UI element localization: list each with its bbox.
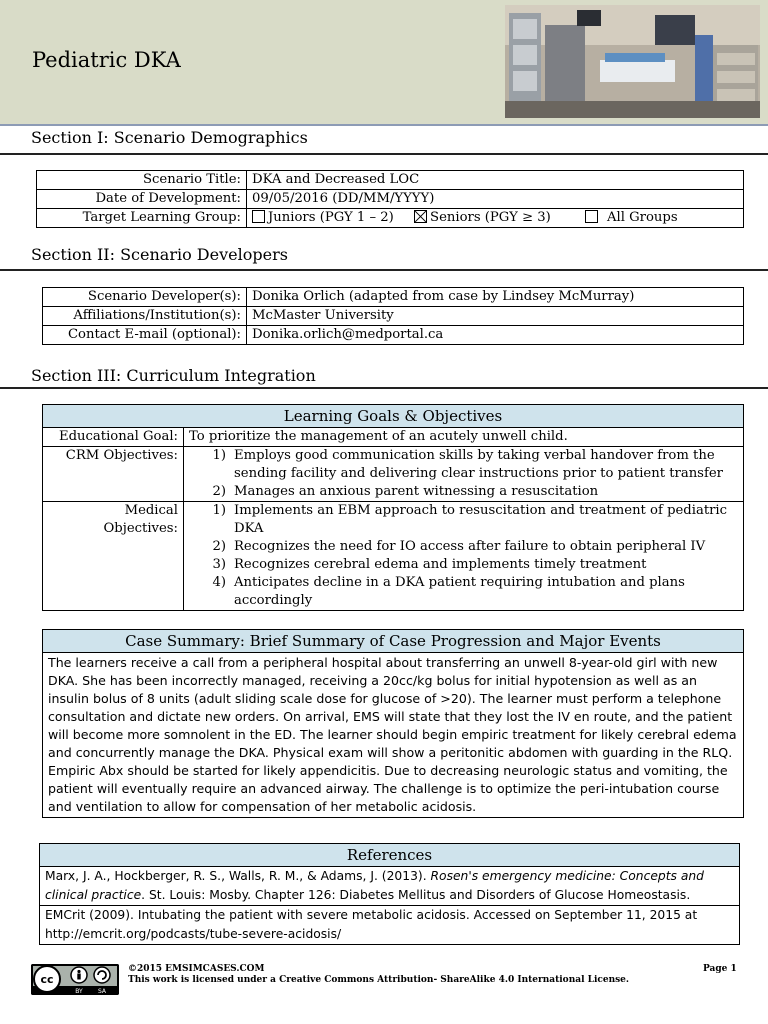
section-1-title: Section I: Scenario Demographics xyxy=(31,128,308,147)
list-item: 4) Anticipates decline in a DKA patient requiring intubation and plans accordingly xyxy=(212,575,685,608)
reference-1: Marx, J. A., Hockberger, R. S., Walls, R. M., & Adams, J. (2013). Rosen's emergency medicine: Concepts and clinical practice. St. Louis: Mosby. Chapter 126: Diabetes Mellitus and Disorders of Glucose Homeostasis. xyxy=(40,867,740,906)
demographics-table xyxy=(36,170,744,228)
table-row xyxy=(43,447,744,502)
references-header: References xyxy=(40,844,740,867)
row-label: Scenario Developer(s): xyxy=(43,288,247,307)
svg-text:SA: SA xyxy=(97,988,107,995)
developer-value: Donika Orlich (adapted from case by Lindsey McMurray) xyxy=(247,288,744,307)
case-summary-table xyxy=(42,629,744,818)
table-header-row xyxy=(43,630,744,653)
table-row xyxy=(43,326,744,345)
educational-goal-value: To prioritize the management of an acutely unwell child. xyxy=(184,428,744,447)
crm-objectives-label: CRM Objectives: xyxy=(43,447,184,502)
contact-email-value: Donika.orlich@medportal.ca xyxy=(247,326,744,345)
table-header-row xyxy=(43,405,744,428)
table-row xyxy=(40,906,740,945)
learning-goals-header: Learning Goals & Objectives xyxy=(43,405,744,428)
resus-room-image xyxy=(505,5,760,118)
list-item: 1) Implements an EBM approach to resuscitation and treatment of pediatric DKA xyxy=(212,503,728,536)
crm-objectives-list xyxy=(184,447,744,502)
table-row xyxy=(43,502,744,611)
row-label: Date of Development: xyxy=(37,190,247,209)
section-2-rule xyxy=(0,269,768,271)
juniors-label: Juniors (PGY 1 – 2) xyxy=(268,210,394,225)
date-value: 09/05/2016 (DD/MM/YYYY) xyxy=(247,190,744,209)
section-3-title: Section III: Curriculum Integration xyxy=(31,366,316,385)
reference-2: EMCrit (2009). Intubating the patient with severe metabolic acidosis. Accessed on September 11, 2015 at http://emcrit.org/podcasts/tube-severe-acidosis/ xyxy=(40,906,740,945)
table-row xyxy=(37,209,744,228)
svg-text:cc: cc xyxy=(40,973,54,986)
header-divider xyxy=(0,124,768,126)
table-row xyxy=(43,307,744,326)
list-item: 1) Employs good communication skills by taking verbal handover from the sending facility and delivering clear instructions prior to patient transfer xyxy=(212,448,723,481)
svg-text:BY: BY xyxy=(75,988,83,995)
table-row xyxy=(37,190,744,209)
case-summary-text: The learners receive a call from a peripheral hospital about transferring an unwell 8-year-old girl with new DKA. She has been incorrectly managed, receiving a 20cc/kg bolus for initial hypotension as well as an insulin bolus of 8 units (adult sliding scale dose for glucose of >20). The learner must perform a telephone consultation and dictate new orders. On arrival, EMS will state that they lost the IV en route, and the patient will become more somnolent in the ED. The learner should begin empiric treatment for likely cerebral edema and concurrently manage the DKA. Physical exam will show a peritonitic abdomen with guarding in the RLQ. Empiric Abx should be started for likely appendicitis. Due to decreasing neurologic status and vomiting, the patient will eventually require an advanced airway. The challenge is to optimize the peri-intubation course and ventilation to allow for compensation of her metabolic acidosis. xyxy=(43,653,744,818)
seniors-label: Seniors (PGY ≥ 3) xyxy=(430,210,551,225)
table-row xyxy=(43,653,744,818)
row-label: Contact E-mail (optional): xyxy=(43,326,247,345)
scenario-title-value: DKA and Decreased LOC xyxy=(247,171,744,190)
row-label: Affiliations/Institution(s): xyxy=(43,307,247,326)
developers-table xyxy=(42,287,744,345)
list-item: 2) Manages an anxious parent witnessing a resuscitation xyxy=(212,484,599,499)
creative-commons-logo[interactable] xyxy=(31,964,119,995)
medical-objectives-list xyxy=(184,502,744,611)
list-item: 2) Recognizes the need for IO access after failure to obtain peripheral IV xyxy=(212,539,706,554)
section-3-rule xyxy=(0,387,768,389)
section-2-title: Section II: Scenario Developers xyxy=(31,245,288,264)
target-group-options xyxy=(247,209,744,228)
license-text: This work is licensed under a Creative Commons Attribution- ShareAlike 4.0 International License. xyxy=(128,975,630,985)
learning-goals-table xyxy=(42,404,744,611)
cc-by-sa-icon xyxy=(31,964,119,995)
juniors-checkbox[interactable] xyxy=(252,210,265,223)
medical-objectives-label: Medical Objectives: xyxy=(43,502,184,611)
all-groups-label: All Groups xyxy=(606,210,678,225)
row-label: Target Learning Group: xyxy=(37,209,247,228)
seniors-checkbox[interactable] xyxy=(414,210,427,223)
row-label: Scenario Title: xyxy=(37,171,247,190)
table-row xyxy=(43,428,744,447)
header-photo xyxy=(505,5,760,118)
references-table xyxy=(39,843,740,945)
all-groups-checkbox[interactable] xyxy=(585,210,598,223)
table-header-row xyxy=(40,844,740,867)
educational-goal-label: Educational Goal: xyxy=(43,428,184,447)
list-item: 3) Recognizes cerebral edema and implements timely treatment xyxy=(212,557,647,572)
section-1-rule xyxy=(0,153,768,155)
case-summary-header: Case Summary: Brief Summary of Case Progression and Major Events xyxy=(43,630,744,653)
table-row xyxy=(37,171,744,190)
footer-license xyxy=(128,964,629,986)
table-row xyxy=(40,867,740,906)
copyright-text: ©2015 EMSIMCASES.COM xyxy=(128,964,265,974)
page-title: Pediatric DKA xyxy=(32,48,181,72)
affiliation-value: McMaster University xyxy=(247,307,744,326)
page-number: Page 1 xyxy=(703,964,737,974)
table-row xyxy=(43,288,744,307)
